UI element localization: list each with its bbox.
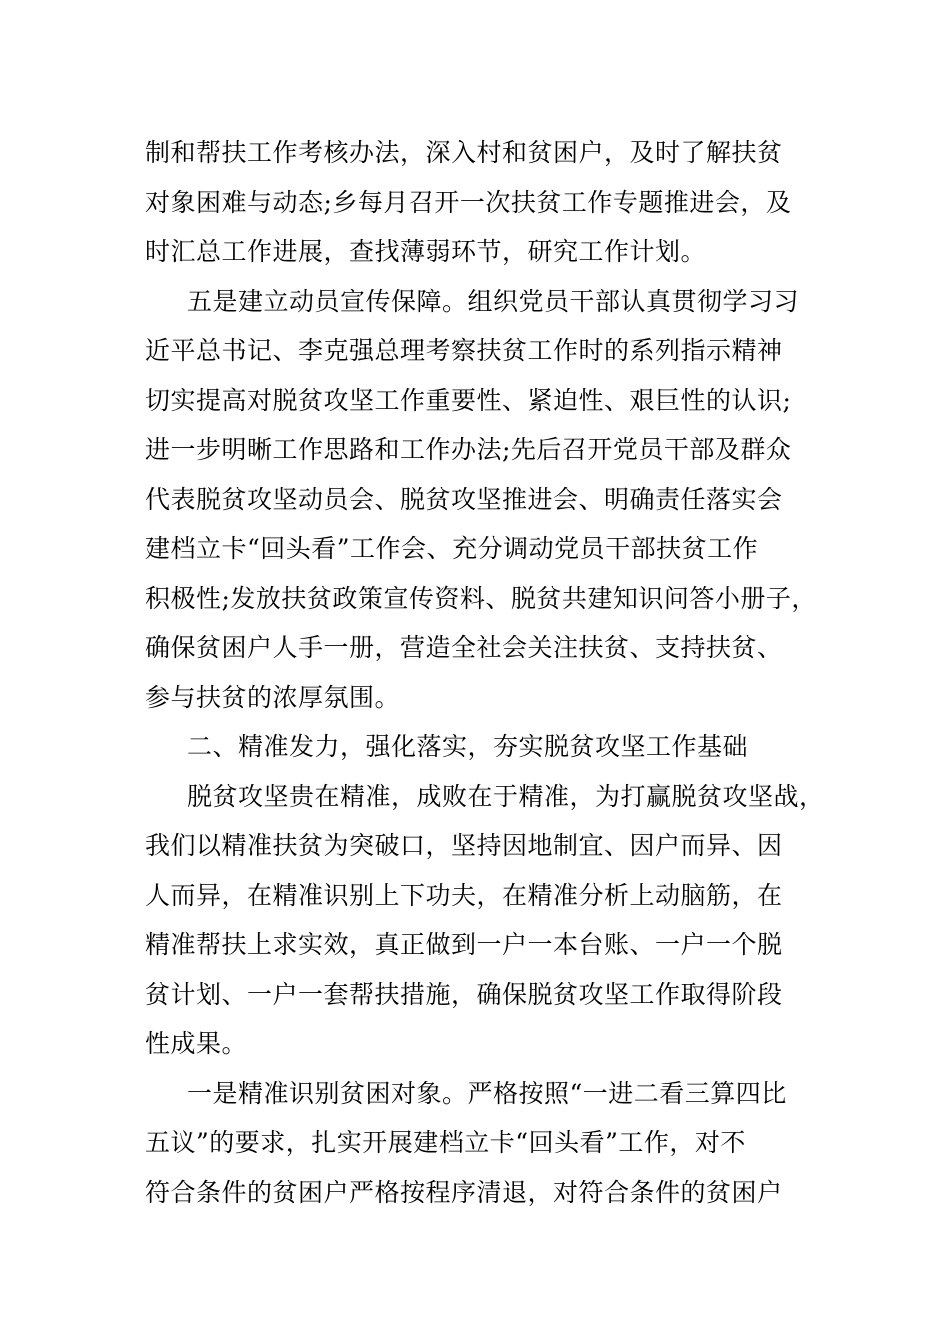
text-line: 近平总书记、李克强总理考察扶贫工作时的系列指示精神 bbox=[145, 336, 783, 365]
text-line: 进一步明晰工作思路和工作办法;先后召开党员干部及群众 bbox=[145, 435, 792, 464]
text-line: 性成果。 bbox=[145, 1029, 248, 1058]
text-line: 精准帮扶上求实效，真正做到一户一本台账、一户一个脱 bbox=[145, 930, 783, 959]
text-line: 对象困难与动态;乡每月召开一次扶贫工作专题推进会，及 bbox=[145, 187, 792, 217]
text-line: 确保贫困户人手一册，营造全社会关注扶贫、支持扶贫、 bbox=[145, 633, 783, 662]
text-line: 贫计划、一户一套帮扶措施，确保脱贫攻坚工作取得阶段 bbox=[145, 979, 783, 1009]
text-line: 符合条件的贫困户严格按程序清退，对符合条件的贫困户 bbox=[145, 1177, 783, 1207]
text-line: 切实提高对脱贫攻坚工作重要性、紧迫性、艰巨性的认识; bbox=[145, 385, 792, 415]
text-line: 时汇总工作进展，查找薄弱环节，研究工作计划。 bbox=[145, 237, 707, 266]
text-line: 五是建立动员宣传保障。组织党员干部认真贯彻学习习 bbox=[187, 286, 800, 316]
text-line: 参与扶贫的浓厚氛围。 bbox=[145, 682, 401, 712]
text-line: 人而异，在精准识别上下功夫，在精准分析上动脑筋，在 bbox=[145, 880, 783, 910]
text-line: 五议”的要求，扎实开展建档立卡“回头看”工作，对不 bbox=[145, 1128, 746, 1157]
text-line: 建档立卡“回头看”工作会、充分调动党员干部扶贫工作 bbox=[145, 534, 759, 563]
text-line: 代表脱贫攻坚动员会、脱贫攻坚推进会、明确责任落实会 bbox=[145, 484, 783, 514]
document-body bbox=[145, 128, 825, 1217]
text-line: 我们以精准扶贫为突破口，坚持因地制宜、因户而异、因 bbox=[145, 831, 783, 860]
text-line: 制和帮扶工作考核办法，深入村和贫困户，及时了解扶贫 bbox=[145, 138, 783, 167]
text-line: 二、精准发力，强化落实，夯实脱贫攻坚工作基础 bbox=[187, 732, 749, 761]
text-line: 一是精准识别贫困对象。严格按照“一进二看三算四比 bbox=[187, 1078, 787, 1108]
text-line: 积极性;发放扶贫政策宣传资料、脱贫共建知识问答小册子， bbox=[145, 583, 817, 613]
text-line: 脱贫攻坚贵在精准，成败在于精准，为打赢脱贫攻坚战， bbox=[187, 781, 825, 811]
